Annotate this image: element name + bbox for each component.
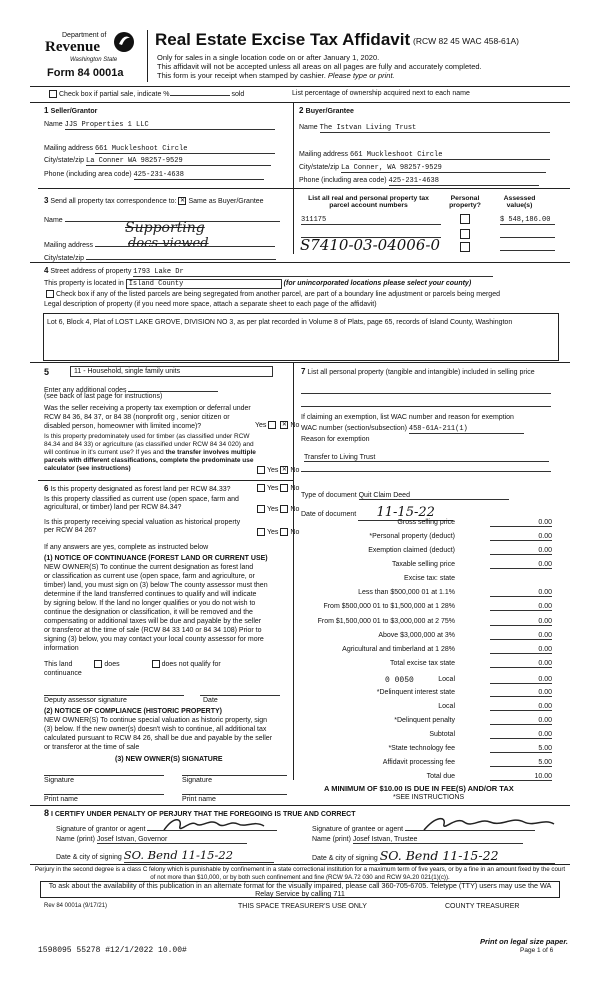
parcel-col-header: List all real and personal property tax parcel account numbers xyxy=(308,195,429,209)
doc-type-field[interactable]: Quit Claim Deed xyxy=(359,492,509,500)
notice1-line-5: continue the designation or classification, it will be removed and the xyxy=(44,609,253,616)
seller-name-field[interactable]: JJS Properties 1 LLC xyxy=(65,121,275,130)
owner-signature-label-1: Signature xyxy=(44,777,74,784)
see-instructions: *SEE INSTRUCTIONS xyxy=(393,794,465,801)
handwritten-parcel: S7410-03-04006-0 xyxy=(300,236,441,254)
notice1-line-9: information xyxy=(44,645,79,652)
exemption-yes-checkbox[interactable] xyxy=(268,421,276,429)
current-use-yes-checkbox[interactable] xyxy=(257,505,265,513)
section2-heading: 2 Buyer/Grantee xyxy=(299,106,354,115)
fee-value-1[interactable]: 0.00 xyxy=(490,533,552,541)
grantee-name-row: Name (print) Josef Istvan, Trustee xyxy=(312,836,523,844)
reason-field[interactable]: Transfer to Living Trust xyxy=(304,454,549,462)
if-yes-note: If any answers are yes, complete as instructed below xyxy=(44,544,209,551)
personal-property-checkbox-1[interactable] xyxy=(460,214,470,224)
current-use-question: Is this property classified as current use (open space, farm and agricultural, or timber) land per RCW 84.34? xyxy=(44,496,239,511)
exemption-question: Was the seller receiving a property tax exemption or deferral under RCW 84 36, 84 37, or 84 38 (nonprofit org , senior citizen or disabled person, homeowner with limited income)? xyxy=(44,405,251,430)
owner-print-label-1: Print name xyxy=(44,796,78,803)
grantor-signature-row: Signature of grantor or agent xyxy=(56,822,277,833)
historic-yes-checkbox[interactable] xyxy=(257,528,265,536)
fee-value-6[interactable]: 0.00 xyxy=(490,603,552,611)
exemption-no-checkbox[interactable] xyxy=(280,421,288,429)
fee-label-15: Subtotal xyxy=(429,731,455,738)
alternate-format-box xyxy=(40,881,560,898)
recording-stamp: 1598095 55278 #12/1/2022 10.00# xyxy=(38,946,187,955)
partial-sale-row: Check box if partial sale, indicate % sold xyxy=(47,90,244,98)
fee-label-8: Above $3,000,000 at 3% xyxy=(378,632,455,639)
buyer-phone-field[interactable]: 425-231-4638 xyxy=(389,177,539,186)
fee-value-2[interactable]: 0.00 xyxy=(490,547,552,555)
page-number: Page 1 of 6 xyxy=(520,947,554,954)
certify-statement: 8 I CERTIFY UNDER PENALTY OF PERJURY THAT THE FOREGOING IS TRUE AND CORRECT xyxy=(44,808,356,818)
section4-located-row: This property is located in Island County (for unincorporated locations please select your county) xyxy=(44,280,472,288)
fee-value-14[interactable]: 0.00 xyxy=(490,717,552,725)
historic-yes-no: Yes No xyxy=(255,528,299,536)
timber-question: Is this property predominately used for timber (as classified under RCW 84.34 and 84 33) or agriculture (as classified under RCW 84 34 020) and will continue in it's current use? If yes and the transfer involves multiple parcels with different classifications, complete the predominate use calculator (see instructions) xyxy=(44,433,256,472)
section4-street-row: 4 Street address of property 1793 Lake Dr xyxy=(44,266,493,277)
owner-print-label-2: Print name xyxy=(182,796,216,803)
use-code-select[interactable]: 11 - Household, single family units xyxy=(70,366,273,377)
fee-label-18: Total due xyxy=(426,773,455,780)
fee-label-5: Less than $500,000 01 at 1.1% xyxy=(358,589,455,596)
section3-name-row: Name xyxy=(44,213,280,224)
seller-phone-field[interactable]: 425-231-4638 xyxy=(134,171,264,180)
fee-label-7: From $1,500,000 01 to $3,000,000 at 2 75% xyxy=(317,618,455,625)
wac-row: WAC number (section/subsection) 458-61A-211(1) xyxy=(301,425,524,434)
doc-type-row: Type of document Quit Claim Deed xyxy=(301,492,509,500)
form-title: Real Estate Excise Tax Affidavit xyxy=(155,30,411,49)
fee-label-4: Excise tax: state xyxy=(404,575,455,582)
seller-city-row: City/state/zip La Conner WA 98257-9529 xyxy=(44,157,271,166)
notice1-line-3: determine if the land transferred continues to qualify and will indicate xyxy=(44,591,257,598)
timber-no-checkbox[interactable] xyxy=(280,466,288,474)
treasurer-use: THIS SPACE TREASURER'S USE ONLY xyxy=(238,903,367,910)
fee-value-16[interactable]: 5.00 xyxy=(490,745,552,753)
forest-question: 6 Is this property designated as forest land per RCW 84.33? xyxy=(44,484,231,493)
buyer-mailing-field[interactable]: 661 Muckleshoot Circle xyxy=(350,151,550,160)
notice2-line-1: (3) below. If the new owner(s) doesn't wish to continue, all additional tax xyxy=(44,726,267,733)
additional-codes-row: Enter any additional codes xyxy=(44,384,218,394)
notice1-line-0: NEW OWNER(S) To continue the current designation as forest land xyxy=(44,564,254,571)
doc-date-field[interactable]: 11-15-22 xyxy=(358,505,453,521)
fee-label-12: *Delinquent interest state xyxy=(376,689,455,696)
legal-description-field[interactable]: Lot 6, Block 4, Plat of LOST LAKE GROVE, DIVISION NO 3, as per plat recorded in Volume 8 of Plats, page 65, records of Island County, Washington xyxy=(43,313,559,361)
fee-label-3: Taxable selling price xyxy=(391,561,455,568)
notice2-line-2: calculated pursuant to RCW 84 26, shall be due and payable by the seller xyxy=(44,735,273,742)
notice2-line-3: or transferor at the time of sale xyxy=(44,744,140,751)
wac-number-field[interactable]: 458-61A-211(1) xyxy=(409,425,524,434)
owner-signature-label-2: Signature xyxy=(182,777,212,784)
personal-property-checkbox-3[interactable] xyxy=(460,242,470,252)
deputy-signature-label: Deputy assessor signature xyxy=(44,697,127,704)
notice1-line-1: or classification as current use (open space, farm and agriculture, or xyxy=(44,573,255,580)
forest-yes-checkbox[interactable] xyxy=(257,484,265,492)
partial-sale-checkbox[interactable] xyxy=(49,90,57,98)
county-treasurer: COUNTY TREASURER xyxy=(445,903,520,910)
grantee-date-row: Date & city of signing SO. Bend 11-15-22 xyxy=(312,848,555,864)
this-land-row: This land does does not qualify for xyxy=(44,660,221,668)
fee-value-8[interactable]: 0.00 xyxy=(490,632,552,640)
header-note-2: This affidavit will not be accepted unless all areas on all pages are fully and accurately completed. xyxy=(157,62,482,71)
local-rate: 0 0050 xyxy=(385,676,414,685)
county-select[interactable]: Island County xyxy=(126,279,282,289)
assessed-value-header: Assessed value(s) xyxy=(503,195,536,209)
buyer-city-field[interactable]: La Conner, WA 98257-9529 xyxy=(341,164,546,173)
forest-no-checkbox[interactable] xyxy=(280,484,288,492)
fee-value-10[interactable]: 0.00 xyxy=(490,660,552,668)
form-rcw: (RCW 82 45 WAC 458-61A) xyxy=(413,36,519,46)
reason-label: Reason for exemption xyxy=(301,436,370,443)
buyer-name-field[interactable]: The Istvan Living Trust xyxy=(320,124,550,133)
grantee-name-field[interactable]: Josef Istvan, Trustee xyxy=(353,836,523,844)
fee-label-1: *Personal property (deduct) xyxy=(369,533,455,540)
buyer-city-row: City/state/zip La Conner, WA 98257-9529 xyxy=(299,164,546,173)
fee-value-18[interactable]: 10.00 xyxy=(490,773,552,781)
parcel-number-field[interactable]: 311175 xyxy=(301,216,441,225)
doc-date-row: Date of document 11-15-22 xyxy=(301,505,453,521)
current-use-no-checkbox[interactable] xyxy=(280,505,288,513)
notice1-title: (1) NOTICE OF CONTINUANCE (FOREST LAND OR CURRENT USE) xyxy=(44,555,268,562)
notice1-line-7: or transferor at the time of sale (RCW 84 33 140 or 84 34 108) Prior to xyxy=(44,627,262,634)
fee-value-17[interactable]: 5.00 xyxy=(490,759,552,767)
notice2-title: (2) NOTICE OF COMPLIANCE (HISTORIC PROPERTY) xyxy=(44,708,222,715)
grantor-name-row: Name (print) Josef Istvan, Governor xyxy=(56,836,247,844)
header-note-3: This form is your receipt when stamped by cashier. Please type or print. xyxy=(157,71,395,80)
fee-label-6: From $500,000 01 to $1,500,000 at 1 28% xyxy=(323,603,455,610)
fee-value-12[interactable]: 0.00 xyxy=(490,689,552,697)
segregated-row: Check box if any of the listed parcels are being segregated from another parcel, are part of a boundary line adjustment or parcels being merged xyxy=(44,290,500,298)
does-checkbox[interactable] xyxy=(94,660,102,668)
segregated-checkbox[interactable] xyxy=(46,290,54,298)
dept-line: Department of xyxy=(62,32,107,39)
notice3-title: (3) NEW OWNER(S) SIGNATURE xyxy=(115,756,223,763)
seller-mailing-field[interactable]: 661 Muckleshoot Circle xyxy=(95,145,275,154)
notice2-line-0: NEW OWNER(S) To continue special valuation as historic property, sign xyxy=(44,717,268,724)
personal-property-checkbox-2[interactable] xyxy=(460,229,470,239)
seller-mailing-row: Mailing address 661 Muckleshoot Circle xyxy=(44,145,275,154)
does-not-checkbox[interactable] xyxy=(152,660,160,668)
codes-note: (see back of last page for instructions) xyxy=(44,393,163,400)
minimum-due-note: A MINIMUM OF $10.00 IS DUE IN FEE(S) AND/OR TAX xyxy=(324,784,514,793)
section3-mailing-row: Mailing address xyxy=(44,238,275,249)
property-street-field[interactable]: 1793 Lake Dr xyxy=(133,268,493,277)
section1-heading: 1 Seller/Grantor xyxy=(44,106,98,115)
grantee-date-field[interactable]: SO. Bend 11-15-22 xyxy=(380,848,555,864)
fee-value-15[interactable]: 0.00 xyxy=(490,731,552,739)
personal-property-header: Personal property? xyxy=(449,195,481,209)
notice1-line-6: compensating or additional taxes will be due and payable by the seller xyxy=(44,618,262,625)
grantor-date-row: Date & city of signing SO. Bend 11-15-22 xyxy=(56,848,274,863)
buyer-name-row: Name The Istvan Living Trust xyxy=(299,124,550,133)
alternate-format-text: To ask about the availability of this publication in an alternate format for the visually impaired, please call 360-705-6705. Teletype (TTY) users may use the WA Relay Service by calling 711 xyxy=(48,881,552,898)
grantee-signature-row: Signature of grantee or agent xyxy=(312,822,535,833)
notice1-line-8: signing (3) below, you may contact your local county assessor for more xyxy=(44,636,264,643)
handwritten-docs-viewed: docs viewed xyxy=(128,236,209,251)
revenue-logo-icon xyxy=(113,31,135,53)
continuance-label: continuance xyxy=(44,670,82,677)
fee-value-5[interactable]: 0.00 xyxy=(490,589,552,597)
current-use-yes-no: Yes No xyxy=(255,505,299,513)
fee-label-2: Exemption claimed (deduct) xyxy=(368,547,455,554)
forest-yes-no: Yes No xyxy=(255,484,299,492)
fee-label-9: Agricultural and timberland at 1 28% xyxy=(342,646,455,653)
fee-value-7[interactable]: 0.00 xyxy=(490,618,552,626)
section7-text: 7 List all personal property (tangible and intangible) included in selling price xyxy=(301,367,535,376)
same-as-buyer-checkbox[interactable] xyxy=(178,197,186,205)
section3-row: 3 Send all property tax correspondence to:✕ Same as Buyer/Grantee xyxy=(44,196,264,205)
fee-label-10: Total excise tax state xyxy=(390,660,455,667)
seller-name-row: Name JJS Properties 1 LLC xyxy=(44,121,275,130)
form-number: Form 84 0001a xyxy=(47,67,124,79)
legal-paper-note: Print on legal size paper. xyxy=(480,937,568,946)
fee-value-11[interactable]: 0.00 xyxy=(490,676,552,684)
grantor-name-field[interactable]: Josef Istvan, Governor xyxy=(97,836,247,844)
buyer-phone-row: Phone (including area code) 425-231-4638 xyxy=(299,177,539,186)
revenue-logo-text: Revenue xyxy=(45,39,100,55)
historic-question: Is this property receiving special valuation as historical property per RCW 84 26? xyxy=(44,519,241,534)
notice1-line-2: timber) land, you must sign on (3) below The county assessor must then xyxy=(44,582,268,589)
legal-description-label: Legal description of property (if you need more space, attach a separate sheet to each page of the affidavit) xyxy=(44,301,377,308)
rev-number: Rev 84 0001a (9/17/21) xyxy=(44,903,108,909)
ownership-note: List percentage of ownership acquired next to each name xyxy=(292,90,470,97)
fee-label-13: Local xyxy=(438,703,455,710)
section3-city-row: City/state/zip xyxy=(44,251,276,262)
fee-label-16: *State technology fee xyxy=(388,745,455,752)
seller-phone-row: Phone (including area code) 425-231-4638 xyxy=(44,171,264,180)
exemption-yes-no: Yes✕ No xyxy=(255,421,299,429)
fee-value-0[interactable]: 0.00 xyxy=(490,519,552,527)
fee-label-0: Gross selling price xyxy=(397,519,455,526)
handwritten-supporting: Supporting xyxy=(125,220,205,236)
timber-yes-no: Yes✕ No xyxy=(255,466,299,474)
notice1-line-4: by signing below. If the land no longer qualifies or you do not wish to xyxy=(44,600,256,607)
exemption-instruction: If claiming an exemption, list WAC number and reason for exemption xyxy=(301,414,514,421)
historic-no-checkbox[interactable] xyxy=(280,528,288,536)
fee-value-3[interactable]: 0.00 xyxy=(490,561,552,569)
fee-label-17: Affidavit processing fee xyxy=(382,759,455,766)
seller-city-field[interactable]: La Conner WA 98257-9529 xyxy=(86,157,271,166)
fee-value-9[interactable]: 0.00 xyxy=(490,646,552,654)
fee-value-13[interactable]: 0.00 xyxy=(490,703,552,711)
fee-label-14: *Delinquent penalty xyxy=(394,717,455,724)
deputy-date-label: Date xyxy=(203,697,218,704)
buyer-mailing-row: Mailing address 661 Muckleshoot Circle xyxy=(299,151,550,160)
fee-label-11: Local xyxy=(438,676,455,683)
section5-number: 5 xyxy=(44,367,50,377)
timber-yes-checkbox[interactable] xyxy=(257,466,265,474)
assessed-value-field[interactable]: $ 548,186.00 xyxy=(500,216,555,225)
grantee-signature xyxy=(420,812,560,838)
state-line: Washington State xyxy=(70,57,118,63)
grantor-date-field[interactable]: SO. Bend 11-15-22 xyxy=(124,848,274,863)
header-note-1: Only for sales in a single location code on or after January 1, 2020. xyxy=(157,53,380,62)
perjury-notice: Perjury in the second degree is a class C felony which is punishable by confinement in a state correctional institution for a maximum term of five years, or by a fine in an amount fixed by the court of not more than $10,000, or by both such confinement and fine (RCW 9A.72 030 and RCW 9A.20 021(1)(c)). xyxy=(34,866,566,881)
